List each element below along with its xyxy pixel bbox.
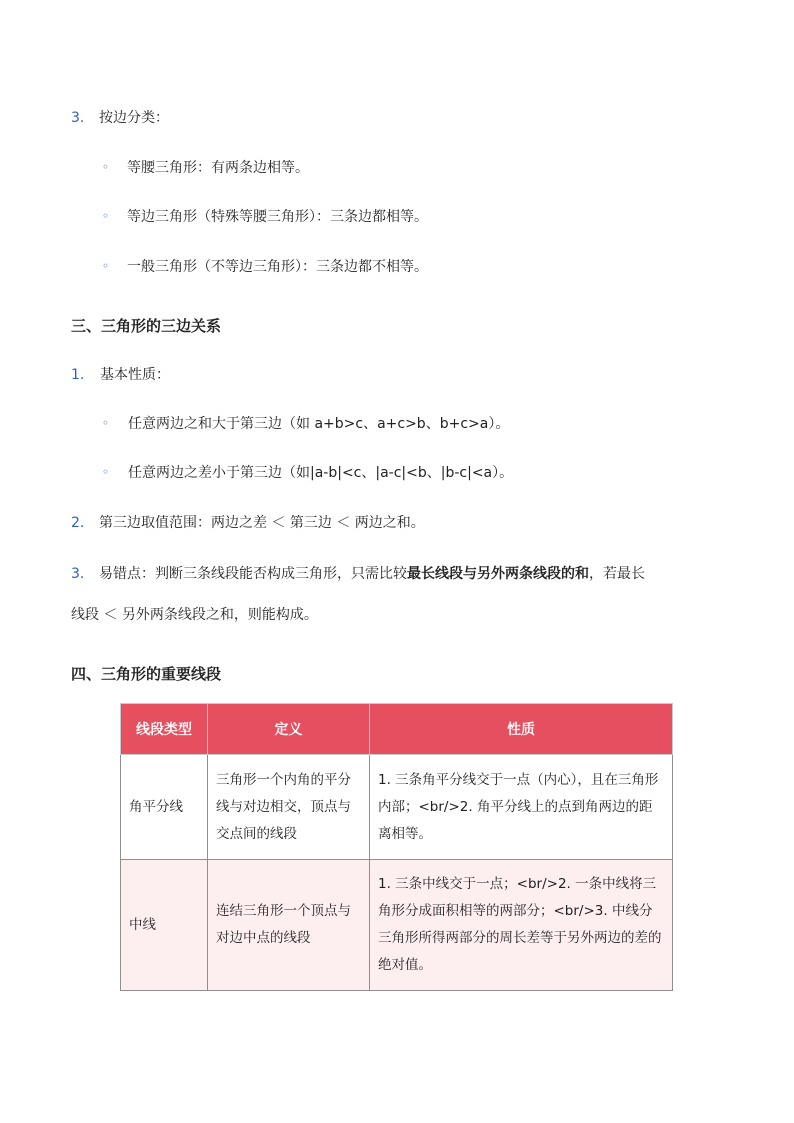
- table-row: [121, 755, 673, 860]
- hollow-bullet-icon: ◦: [102, 465, 110, 479]
- cell-property: 1. 三条中线交于一点；<br/>2. 一条中线将三角形分成面积相等的两部分；<br/>3. 中线分三角形所得两部分的周长差等于另外两边的差的绝对值。: [370, 860, 673, 991]
- bullet-equilateral: 等边三角形（特殊等腰三角形）：三条边都相等。: [127, 209, 428, 225]
- list-item-classify-by-side: [71, 108, 169, 128]
- list-item-common-mistake: [71, 564, 645, 584]
- list-item-label: 基本性质：: [100, 367, 170, 383]
- list-item-label: 按边分类：: [99, 110, 169, 126]
- cell-property: 1. 三条角平分线交于一点（内心），且在三角形内部；<br/>2. 角平分线上的点到角两边的距离相等。: [370, 755, 673, 860]
- column-header-definition: 定义: [208, 704, 370, 755]
- list-number: 3.: [71, 566, 85, 582]
- table-row: [121, 860, 673, 991]
- bullet-scalene: 一般三角形（不等边三角形）：三条边都不相等。: [127, 259, 428, 275]
- mistake-text-continued: 线段 ＜ 另外两条线段之和，则能构成。: [71, 607, 318, 623]
- column-header-property: 性质: [370, 704, 673, 755]
- mistake-text-emphasis: 最长线段与另外两条线段的和: [407, 566, 589, 582]
- list-item-third-side-range: [71, 513, 425, 533]
- hollow-bullet-icon: ◦: [102, 209, 110, 223]
- list-number: 1.: [71, 367, 85, 383]
- section-heading-important-segments: 四、三角形的重要线段: [71, 665, 222, 683]
- list-number: 2.: [71, 515, 85, 531]
- mistake-text-post: ，若最长: [589, 566, 645, 582]
- hollow-bullet-icon: ◦: [102, 259, 110, 273]
- list-number: 3.: [71, 110, 85, 126]
- hollow-bullet-icon: ◦: [102, 160, 110, 174]
- list-item-text: 第三边取值范围：两边之差 ＜ 第三边 ＜ 两边之和。: [99, 515, 425, 531]
- list-item-basic-property: [71, 365, 170, 385]
- cell-definition: 连结三角形一个顶点与对边中点的线段: [208, 860, 370, 991]
- table-header-row: [121, 704, 673, 755]
- bullet-sum-rule: 任意两边之和大于第三边（如 a+b>c、a+c>b、b+c>a）。: [128, 416, 510, 432]
- hollow-bullet-icon: ◦: [102, 416, 110, 430]
- column-header-type: 线段类型: [121, 704, 208, 755]
- segments-table: [120, 703, 673, 991]
- section-heading-side-relations: 三、三角形的三边关系: [71, 317, 222, 335]
- bullet-difference-rule: 任意两边之差小于第三边（如|a-b|<c、|a-c|<b、|b-c|<a）。: [128, 465, 514, 481]
- mistake-text-pre: 易错点：判断三条线段能否构成三角形，只需比较: [99, 566, 407, 582]
- cell-segment-type: 角平分线: [121, 755, 208, 860]
- bullet-isosceles: 等腰三角形：有两条边相等。: [127, 160, 309, 176]
- cell-segment-type: 中线: [121, 860, 208, 991]
- cell-definition: 三角形一个内角的平分线与对边相交，顶点与交点间的线段: [208, 755, 370, 860]
